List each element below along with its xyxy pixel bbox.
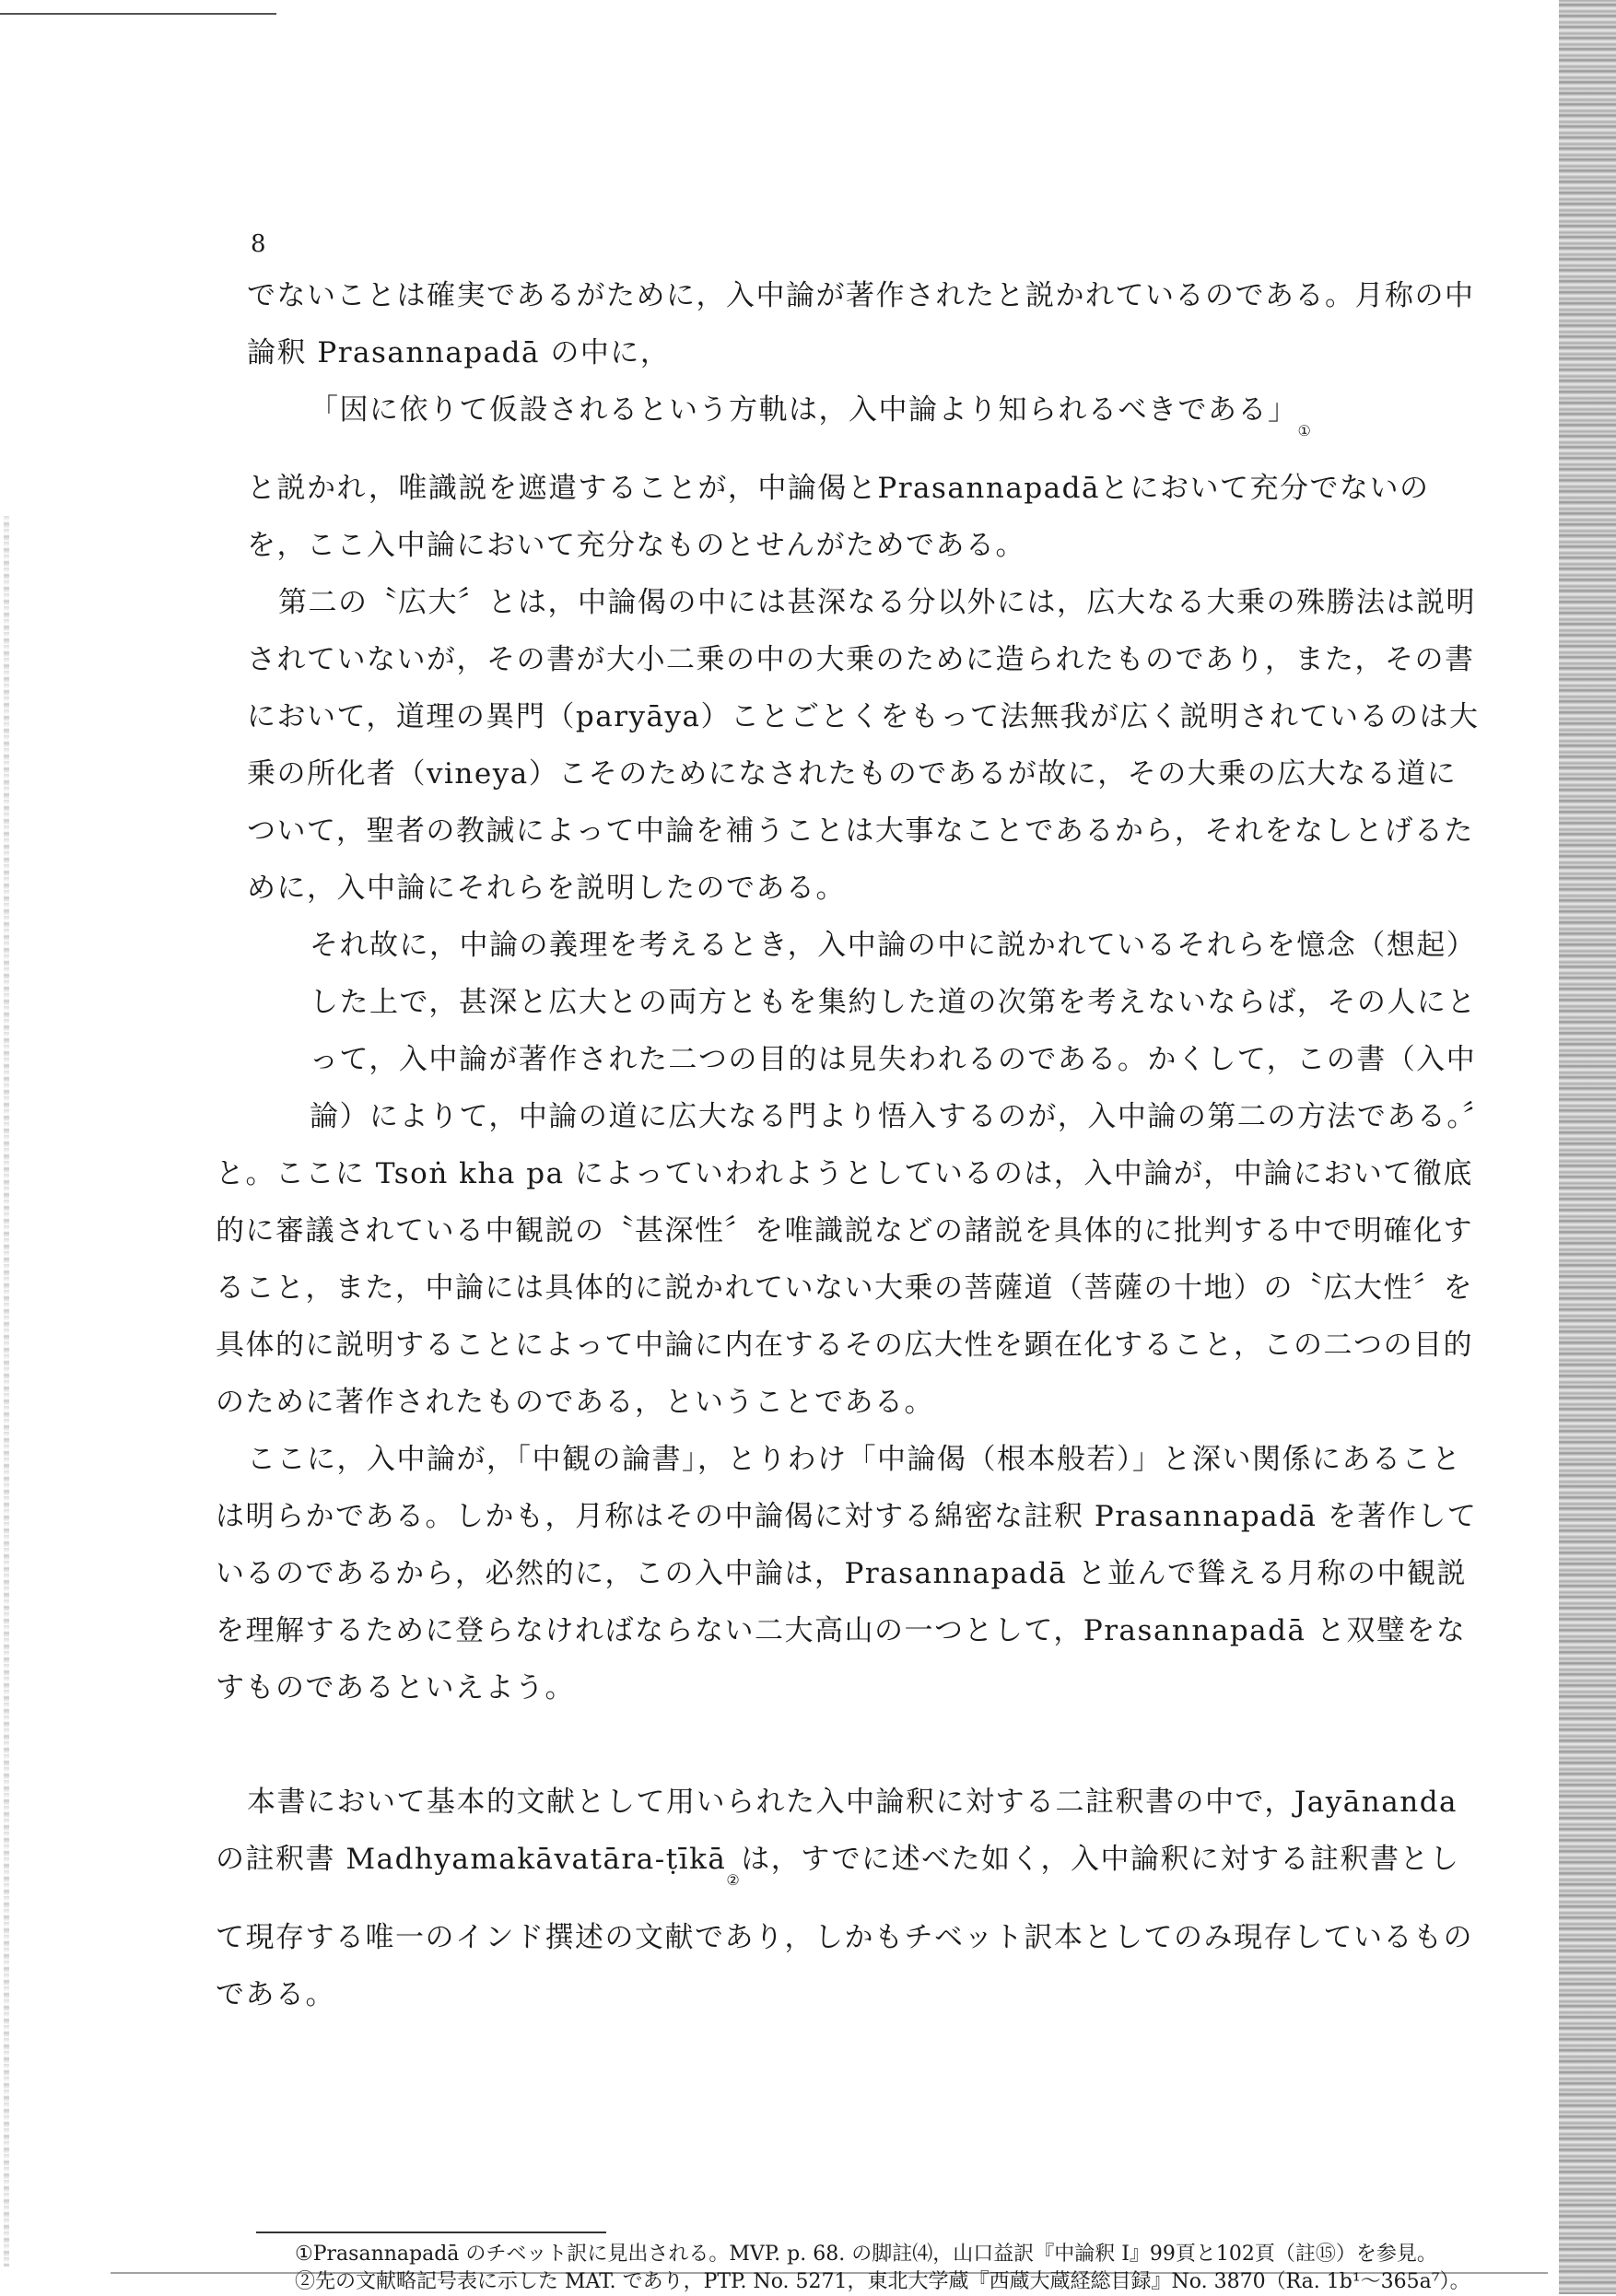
paragraph-1: でないことは確実であるがために，入中論が著作されたと説かれているのである。月称の中論釈 Prasannapadā の中に， [247,279,1475,369]
footnote-marker-1: ① [1297,422,1313,439]
scan-artifact-left-edge [4,516,9,2267]
page-number: 8 [251,230,266,258]
paragraph-5: と。ここに Tsoṅ kha pa によっていわれようとしているのは，入中論が，中論において徹底的に審議されている中観説の〝甚深性〞を唯識説などの諸説を具体的に批判する中で明確化すること，また，中論には具体的に説かれていない大乗の菩薩道（菩薩の十地）の〝広大性〞を具体的に説明することによって中論に内在するその広大性を顕在化すること，この二つの目的のために著作されたものである，ということである。 [216,1157,1473,1419]
footnote-divider [256,2232,606,2233]
paragraph-7-part-b: は，すでに述べた如く，入中論釈に対する註釈書として現存する唯一のインド撰述の文献であり，しかもチベット訳本としてのみ現存しているものである。 [216,1843,1473,2011]
footnote-1: ①Prasannapadā のチベット訳に見出される。MVP. p. 68. の脚註⑷，山口益訳『中論釈 I』99頁と102頁（註⑮）を参見。 [295,2243,1437,2266]
paragraph-4: それ故に，中論の義理を考えるとき，入中論の中に説かれているそれらを憶念（想起）した上で，甚深と広大との両方ともを集約した道の次第を考えないならば，その人にとって，入中論が著作された二つの目的は見失われるのである。かくして，この書（入中論）によりて，中論の道に広大なる門より悟入するのが，入中論の第二の方法である。〞 [310,929,1493,1133]
quotation [310,381,1481,460]
paragraph-7-part-a: 本書において基本的文献として用いられた入中論釈に対する二註釈書の中で，Jayānandaの註釈書 Madhyamakāvatāra-ṭīkā [216,1786,1458,1876]
footnote-2: ②先の文献略記号表に示した MAT. であり，PTP. No. 5271，東北大学蔵『西蔵大蔵経総目録』No. 3870（Ra. 1b¹〜365a⁷）。 [295,2270,1470,2293]
quotation-text: 「因に依りて仮設されるという方軌は，入中論より知られるべきである」 [310,393,1298,427]
scan-artifact-right-edge [1559,0,1616,2294]
quote-block-2 [247,917,1493,1145]
body-text [216,267,1493,2023]
quote-block [247,381,1481,460]
paragraph-3: 第二の〝広大〞とは，中論偈の中には甚深なる分以外には，広大なる大乗の殊勝法は説明されていないが，その書が大小二乗の中の大乗のために造られたものであり，また，その書において，道理の異門（paryāya）ことごとくをもって法無我が広く説明されているのは大乗の所化者（vineya）こそのためになされたものであるが故に，その大乗の広大なる道について，聖者の教誡によって中論を補うことは大事なことであるから，それをなしとげるために，入中論にそれらを説明したのである。 [247,586,1480,905]
paragraph-2: と説かれ，唯識説を遮遣することが，中論偈とPrasannapadāとにおいて充分でないのを，ここ入中論において充分なものとせんがためである。 [247,472,1430,562]
paragraph-6: ここに，入中論が，「中観の論書」，とりわけ「中論偈（根本般若）」と深い関係にあることは明らかである。しかも，月称はその中論偈に対する綿密な註釈 Prasannapadā を著作しているのであるから，必然的に，この入中論は，Prasannapadā と並んで聳える月称の中観説を理解するために登らなければならない二大高山の一つとして，Prasannapadā と双璧をなすものであるといえよう。 [216,1443,1478,1704]
scan-artifact-top [0,13,276,15]
footnote-marker-2: ② [726,1871,742,1889]
paragraph-7 [216,1774,1481,2023]
footnotes [295,2241,1474,2296]
section-spacer [247,1716,1481,1774]
